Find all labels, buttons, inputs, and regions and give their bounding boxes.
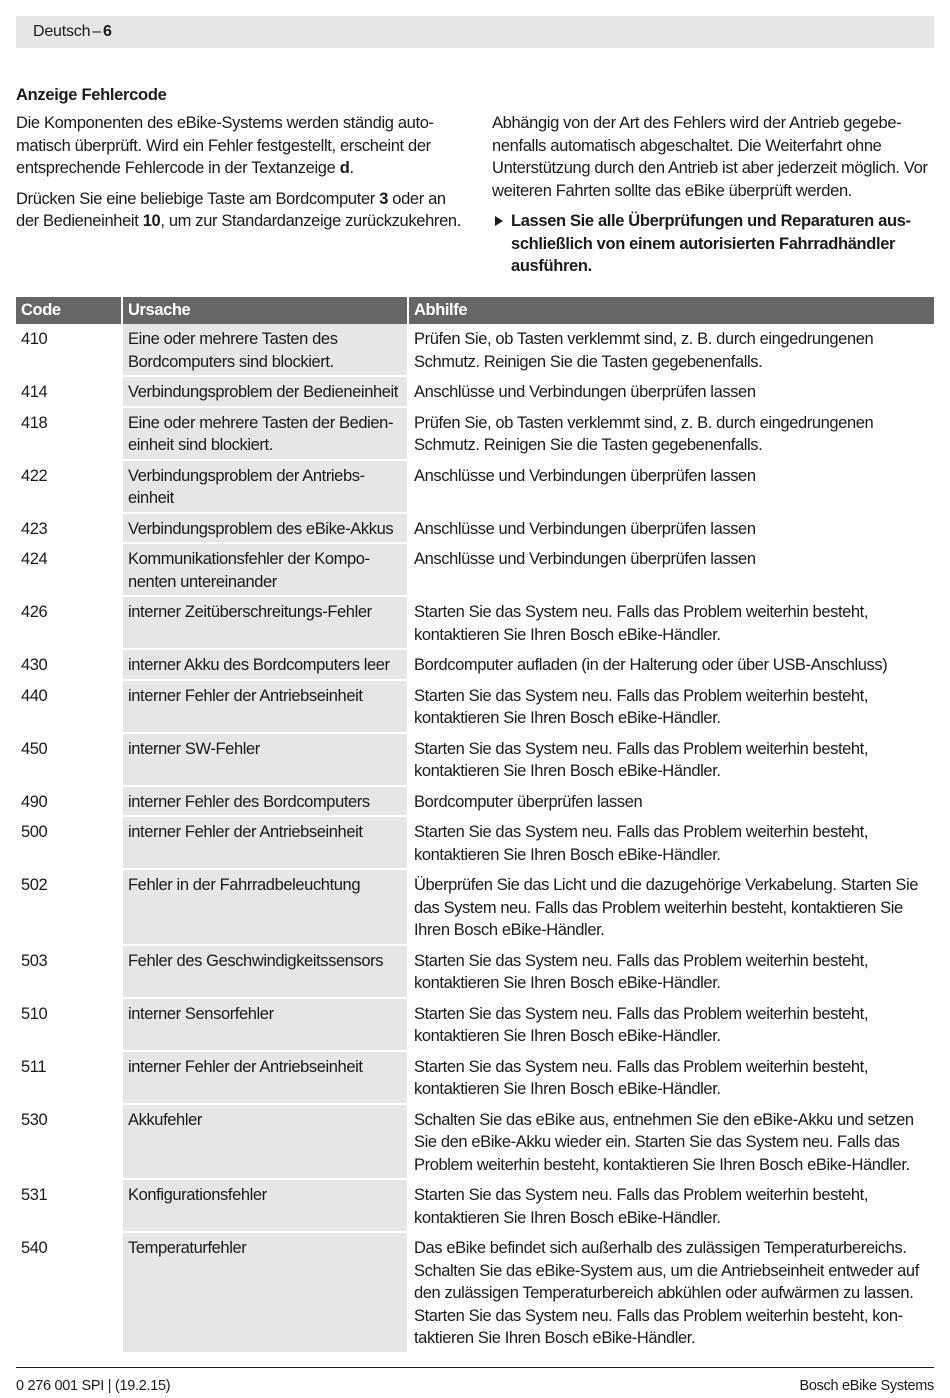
table-row: [16, 945, 934, 998]
table-row: [16, 407, 934, 460]
cell-code: 503: [16, 945, 122, 998]
table-bottom-rule: [16, 1367, 934, 1368]
cell-remedy: Starten Sie das System neu. Falls das Problem weiterhin besteht, kontaktieren Sie Ihren Bosch eBike-Händler.: [408, 998, 934, 1051]
cell-code: 418: [16, 407, 122, 460]
intro-paragraph: [16, 112, 466, 180]
cell-code: 414: [16, 376, 122, 407]
cell-code: 531: [16, 1179, 122, 1232]
cell-remedy: Prüfen Sie, ob Tasten verklemmt sind, z. B. durch eingedrungenen Schmutz. Reinigen Sie die Tasten gegebenenfalls.: [408, 324, 934, 376]
cell-cause: Verbindungsproblem der Antriebseinheit: [122, 460, 408, 513]
cell-code: 500: [16, 816, 122, 869]
cell-cause: Fehler in der Fahrradbeleuchtung: [122, 869, 408, 945]
intro-text-end: .: [349, 159, 354, 177]
table-row: [16, 1179, 934, 1232]
table-row: [16, 376, 934, 407]
cell-cause: interner Sensorfehler: [122, 998, 408, 1051]
cell-code: 424: [16, 543, 122, 596]
right-column: [492, 112, 934, 278]
footer-brand: Bosch eBike Systems: [799, 1378, 934, 1394]
cell-cause: Verbindungsproblem des eBike-Akkus: [122, 513, 408, 544]
cell-code: 510: [16, 998, 122, 1051]
cell-cause: interner Fehler des Bordcomputers: [122, 786, 408, 817]
cell-remedy: Bordcomputer aufladen (in der Halterung oder über USB-Anschluss): [408, 649, 934, 680]
table-row: [16, 816, 934, 869]
cell-remedy: Starten Sie das System neu. Falls das Problem weiterhin besteht, kontaktieren Sie Ihren Bosch eBike-Händler.: [408, 1051, 934, 1104]
cell-remedy: Starten Sie das System neu. Falls das Problem weiterhin besteht, kontaktieren Sie Ihren Bosch eBike-Händler.: [408, 596, 934, 649]
drive-info-paragraph: Abhängig von der Art des Fehlers wird der Antrieb gegebenenfalls automatisch abgeschaltet. Die Weiterfahrt ohne Unterstützung durch den Antrieb ist aber jederzeit möglich. Vor weiteren Fahrten sollte das eBike überprüft werden.: [492, 114, 928, 200]
instruction-text-middle: oder an der Bedieneinheit: [16, 189, 446, 230]
cell-code: 422: [16, 460, 122, 513]
table-row: [16, 1232, 934, 1353]
page-number: 6: [103, 23, 112, 40]
intro-text: Die Komponenten des eBike-Systems werden ständig automatisch überprüft. Wird ein Fehler festgestellt, erscheint der entsprechende Fehlercode in der Textanzeige: [16, 114, 435, 177]
instruction-text-end: , um zur Standardanzeige zurückzukehren.: [160, 212, 461, 230]
cell-remedy: Starten Sie das System neu. Falls das Problem weiterhin besteht, kontaktieren Sie Ihren Bosch eBike-Händler.: [408, 945, 934, 998]
header-cause: Ursache: [122, 297, 408, 324]
cell-code: 423: [16, 513, 122, 544]
table-row: [16, 1051, 934, 1104]
warning-text: Lassen Sie alle Überprüfungen und Reparaturen ausschließlich von einem autorisierten Fahrradhändler ausführen.: [511, 212, 912, 275]
table-header-row: [16, 297, 934, 324]
cell-cause: Eine oder mehrere Tasten des Bordcomputers sind blockiert.: [122, 324, 408, 376]
cell-cause: Temperaturfehler: [122, 1232, 408, 1353]
cell-cause: Fehler des Geschwindigkeitssensors: [122, 945, 408, 998]
cell-cause: Verbindungsproblem der Bedieneinheit: [122, 376, 408, 407]
table-row: [16, 680, 934, 733]
table-row: [16, 786, 934, 817]
cell-cause: Kommunikationsfehler der Komponenten untereinander: [122, 543, 408, 596]
cell-cause: interner Fehler der Antriebseinheit: [122, 680, 408, 733]
cell-code: 440: [16, 680, 122, 733]
cell-remedy: Anschlüsse und Verbindungen überprüfen lassen: [408, 376, 934, 407]
cell-remedy: Überprüfen Sie das Licht und die dazugehörige Verkabelung. Starten Sie das System neu. Falls das Problem weiterhin besteht, kontaktieren Sie Ihren Bosch eBike-Händler.: [408, 869, 934, 945]
cell-code: 430: [16, 649, 122, 680]
header-language: Deutsch: [33, 23, 91, 40]
header-code: Code: [16, 297, 122, 324]
page-header: [16, 16, 934, 48]
cell-code: 511: [16, 1051, 122, 1104]
cell-remedy: Starten Sie das System neu. Falls das Problem weiterhin besteht, kontaktieren Sie Ihren Bosch eBike-Händler.: [408, 680, 934, 733]
cell-remedy: Starten Sie das System neu. Falls das Problem weiterhin besteht, kontaktieren Sie Ihren Bosch eBike-Händler.: [408, 1179, 934, 1232]
header-separator: –: [92, 23, 101, 40]
cell-remedy: Schalten Sie das eBike aus, entnehmen Sie den eBike-Akku und setzen Sie den eBike-Akku wieder ein. Starten Sie das System neu. Falls das Problem weiterhin besteht, kontaktieren Sie Ihren Bosch eBike-Händler.: [408, 1104, 934, 1180]
cell-code: 410: [16, 324, 122, 376]
cell-code: 450: [16, 733, 122, 786]
cell-code: 426: [16, 596, 122, 649]
footer-doc-number: 0 276 001 SPI | (19.2.15): [16, 1378, 171, 1394]
cell-code: 502: [16, 869, 122, 945]
table-row: [16, 596, 934, 649]
cell-code: 540: [16, 1232, 122, 1353]
table-row: [16, 869, 934, 945]
cell-remedy: Bordcomputer überprüfen lassen: [408, 786, 934, 817]
cell-cause: Konfigurationsfehler: [122, 1179, 408, 1232]
onboard-computer-ref: 3: [379, 189, 389, 208]
bullet-triangle-icon: [495, 216, 503, 226]
cell-cause: interner Fehler der Antriebseinheit: [122, 816, 408, 869]
left-column: [16, 112, 466, 241]
cell-remedy: Das eBike befindet sich außerhalb des zulässigen Temperaturbereichs. Schalten Sie das eBike-System aus, um die Antriebseinheit entweder auf den zulässigen Temperaturbereich abkühlen oder aufwärmen zu lassen. Starten Sie das System neu. Falls das Problem weiterhin besteht, kontaktieren Sie Ihren Bosch eBike-Händler.: [408, 1232, 934, 1353]
section-title: Anzeige Fehlercode: [16, 86, 167, 104]
table-row: [16, 543, 934, 596]
cell-code: 490: [16, 786, 122, 817]
instruction-paragraph: [16, 188, 466, 233]
table-row: [16, 1104, 934, 1180]
warning-bullet: [492, 210, 934, 278]
cell-cause: Akkufehler: [122, 1104, 408, 1180]
table-row: [16, 998, 934, 1051]
cell-cause: interner Zeitüberschreitungs-Fehler: [122, 596, 408, 649]
cell-cause: interner Akku des Bordcomputers leer: [122, 649, 408, 680]
table-row: [16, 324, 934, 376]
control-unit-ref: 10: [142, 212, 161, 230]
table-row: [16, 460, 934, 513]
cell-remedy: Anschlüsse und Verbindungen überprüfen lassen: [408, 460, 934, 513]
cell-code: 530: [16, 1104, 122, 1180]
table-row: [16, 513, 934, 544]
cell-remedy: Anschlüsse und Verbindungen überprüfen lassen: [408, 543, 934, 596]
table-row: [16, 733, 934, 786]
display-ref: d: [339, 159, 350, 177]
cell-remedy: Starten Sie das System neu. Falls das Problem weiterhin besteht, kontaktieren Sie Ihren Bosch eBike-Händler.: [408, 733, 934, 786]
instruction-text: Drücken Sie eine beliebige Taste am Bordcomputer: [16, 189, 380, 208]
table-row: [16, 649, 934, 680]
cell-cause: interner Fehler der Antriebseinheit: [122, 1051, 408, 1104]
error-code-table: [16, 297, 934, 1354]
cell-remedy: Starten Sie das System neu. Falls das Problem weiterhin besteht, kontaktieren Sie Ihren Bosch eBike-Händler.: [408, 816, 934, 869]
cell-remedy: Prüfen Sie, ob Tasten verklemmt sind, z. B. durch eingedrungenen Schmutz. Reinigen Sie die Tasten gegebenenfalls.: [408, 407, 934, 460]
cell-cause: Eine oder mehrere Tasten der Bedieneinheit sind blockiert.: [122, 407, 408, 460]
header-remedy: Abhilfe: [408, 297, 934, 324]
cell-cause: interner SW-Fehler: [122, 733, 408, 786]
cell-remedy: Anschlüsse und Verbindungen überprüfen lassen: [408, 513, 934, 544]
